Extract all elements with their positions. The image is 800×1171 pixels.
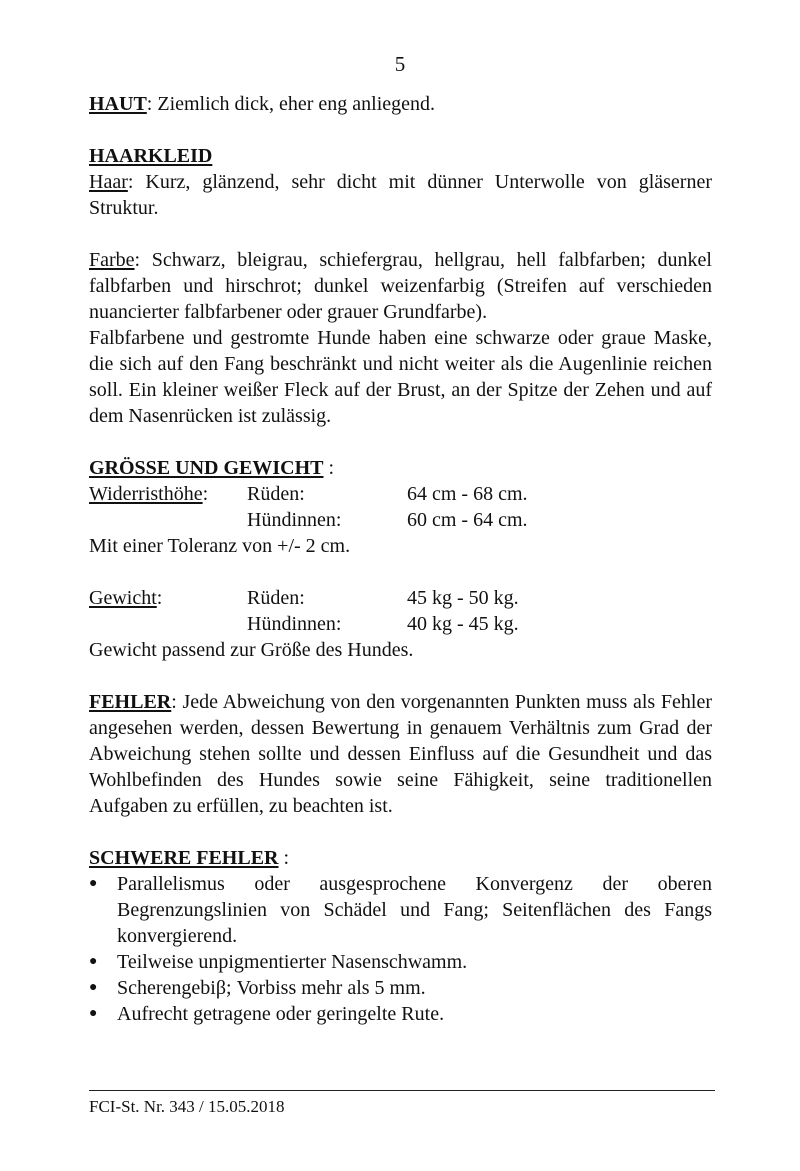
widerrist-row-1	[89, 481, 712, 507]
haarkleid-heading: HAARKLEID	[89, 145, 213, 167]
farbe-paragraph	[89, 247, 712, 325]
widerrist-label: Widerristhöhe	[89, 483, 203, 505]
haut-paragraph	[89, 91, 712, 117]
widerrist-value: 64 cm - 68 cm.	[407, 483, 528, 505]
list-item-text: Scherengebiβ; Vorbiss mehr als 5 mm.	[117, 977, 426, 999]
haut-text: : Ziemlich dick, eher eng anliegend.	[146, 93, 436, 115]
gewicht-label: Gewicht	[89, 587, 157, 609]
haar-paragraph	[89, 169, 712, 221]
footer-text: FCI-St. Nr. 343 / 15.05.2018	[89, 1097, 285, 1116]
bullet-icon: ●	[89, 1006, 98, 1021]
widerrist-colon: :	[202, 483, 209, 505]
bullet-icon: ●	[89, 980, 98, 995]
gewicht-value: 40 kg - 45 kg.	[407, 613, 519, 635]
list-item	[89, 871, 712, 949]
gewicht-sex: Hündinnen:	[247, 613, 342, 635]
footer-divider	[89, 1090, 715, 1091]
farbe-label: Farbe	[89, 249, 135, 271]
fehler-paragraph	[89, 689, 712, 819]
list-item	[89, 1001, 712, 1027]
schwere-fehler-list	[89, 871, 712, 1027]
widerrist-sex: Rüden:	[247, 483, 305, 505]
widerrist-label-cell	[89, 481, 247, 507]
gewicht-row-1	[89, 585, 712, 611]
gewicht-note: Gewicht passend zur Größe des Hundes.	[89, 639, 414, 661]
widerrist-row-2	[89, 507, 712, 533]
schwere-fehler-heading-suffix: :	[278, 847, 290, 869]
haut-heading: HAUT	[89, 93, 147, 115]
widerrist-value: 60 cm - 64 cm.	[407, 509, 528, 531]
bullet-icon: ●	[89, 876, 98, 891]
fehler-heading: FEHLER	[89, 691, 172, 713]
groesse-heading-suffix: :	[323, 457, 335, 479]
list-item	[89, 949, 712, 975]
gewicht-sex: Rüden:	[247, 587, 305, 609]
haar-text: : Kurz, glänzend, sehr dicht mit dünner Unterwolle von gläserner Struktur.	[89, 171, 712, 219]
list-item-text: Aufrecht getragene oder geringelte Rute.	[117, 1003, 445, 1025]
bullet-icon: ●	[89, 954, 98, 969]
haar-label: Haar	[89, 171, 128, 193]
maske-paragraph: Falbfarbene und gestromte Hunde haben eine schwarze oder graue Maske, die sich auf den Fang beschränkt und nicht weiter als die Augenlinie reichen soll. Ein kleiner weißer Fleck auf der Brust, an der Spitze der Zehen und auf dem Nasenrücken ist zulässig.	[89, 327, 712, 427]
groesse-heading: GRÖSSE UND GEWICHT	[89, 457, 324, 479]
groesse-heading-line	[89, 455, 712, 481]
gewicht-label-cell	[89, 585, 247, 611]
gewicht-colon: :	[156, 587, 163, 609]
tolerance-text: Mit einer Toleranz von +/- 2 cm.	[89, 535, 351, 557]
schwere-fehler-heading-line	[89, 845, 712, 871]
gewicht-value: 45 kg - 50 kg.	[407, 587, 519, 609]
gewicht-row-2	[89, 611, 712, 637]
document-body	[89, 91, 712, 1027]
page-number: 5	[394, 52, 406, 76]
list-item-text: Teilweise unpigmentierter Nasenschwamm.	[117, 951, 468, 973]
list-item	[89, 975, 712, 1001]
list-item-text: Parallelismus oder ausgesprochene Konvergenz der oberen Begrenzungslinien von Schädel und Fang; Seitenflächen des Fangs konvergierend.	[117, 873, 712, 947]
widerrist-sex: Hündinnen:	[247, 509, 342, 531]
fehler-text: : Jede Abweichung von den vorgenannten Punkten muss als Fehler angesehen werden, dessen Bewertung in genauem Verhältnis zum Grad der Abweichung stehen sollte und dessen Einfluss auf die Gesundheit und das Wohlbefinden des Hundes sowie seine Fähigkeit, seine traditionellen Aufgaben zu erfüllen, zu beachten ist.	[89, 691, 712, 817]
farbe-text: : Schwarz, bleigrau, schiefergrau, hellgrau, hell falbfarben; dunkel falbfarben und hirschrot; dunkel weizenfarbig (Streifen auf verschieden nuancierter falbfarbener oder grauer Grundfarbe).	[89, 249, 712, 323]
schwere-fehler-heading: SCHWERE FEHLER	[89, 847, 279, 869]
